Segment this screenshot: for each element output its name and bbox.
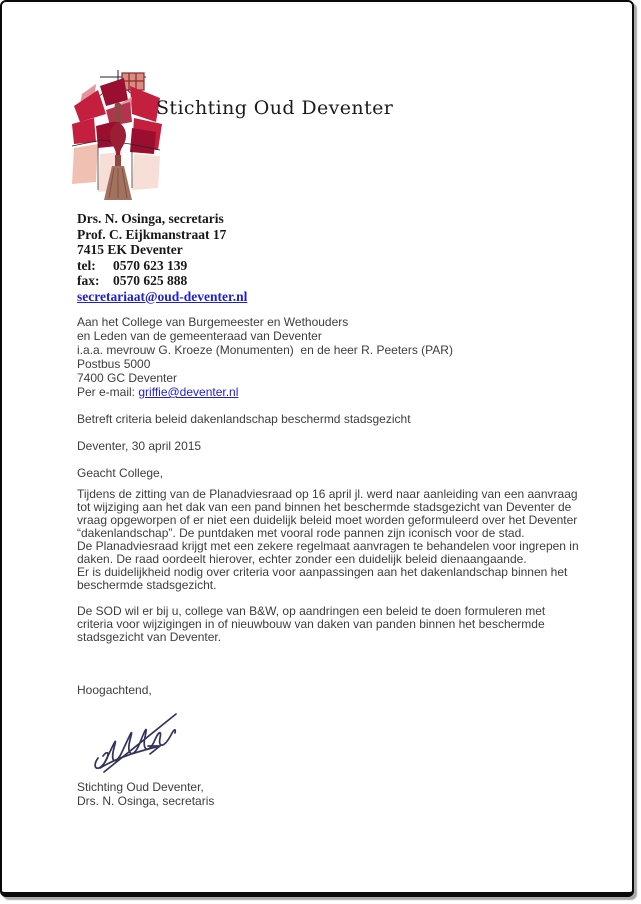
handwritten-signature [88,704,200,778]
body-paragraph: De Planadviesraad krijgt met een zekere regelmaat aanvragen te behandelen voor ingrepen in daken. De raad oordeelt hierover, echter zonder een duidelijk beleid dienaangaande. [77,539,579,566]
subject-line: Betreft criteria beleid dakenlandschap beschermd stadsgezicht [77,412,411,426]
signature-org: Stichting Oud Deventer, [77,780,204,794]
body-paragraph: Tijdens de zitting van de Planadviesraad op 16 april jl. werd naar aanleiding van een aanvraag tot wijziging aan het dak van een pand binnen het beschermde stadsgezicht van Deventer de vraag opgeworpen of er niet een duidelijk beleid moet worden geformuleerd over het Deventer “dakenlandschap”. De puntdaken met vooral rode pannen zijn iconisch voor de stad. [77,487,578,540]
sender-city: 7415 EK Deventer [77,242,183,257]
recipient-block [77,315,453,399]
recipient-line: Aan het College van Burgemeester en Wethouders [77,315,349,329]
tel-label: tel: [77,257,96,273]
sender-email-link[interactable]: secretariaat@oud-deventer.nl [77,288,248,304]
signature-block [77,781,214,809]
recipient-line: en Leden van de gemeenteraad van Deventer [77,329,322,343]
recipient-line: 7400 GC Deventer [77,371,178,385]
recipient-email-row [77,385,453,399]
org-title: Stichting Oud Deventer [156,97,394,119]
fax-value: 0570 625 888 [113,273,188,288]
sender-email-row [77,289,247,305]
logo-graphic [72,70,170,204]
salutation: Geacht College, [77,466,164,480]
recipient-email-label: Per e-mail: [77,385,139,399]
signature-scribble-icon [88,704,200,778]
body-paragraph: Er is duidelijkheid nodig over criteria voor aanpassingen aan het dakenlandschap binnen het beschermde stadsgezicht. [77,565,568,592]
sender-block [77,211,247,304]
fax-label: fax: [77,273,100,288]
body-paragraph: De SOD wil er bij u, college van B&W, op aandringen een beleid te doen formuleren met criteria voor wijzigingen in of nieuwbouw van daken van panden binnen het beschermde stadsgezicht van Deventer. [77,604,546,644]
sender-tel-row [77,258,247,274]
sender-name: Drs. N. Osinga, secretaris [77,211,224,226]
tel-value: 0570 623 139 [113,257,188,273]
sender-fax-row [77,273,247,289]
recipient-line: i.a.a. mevrouw G. Kroeze (Monumenten) en de heer R. Peeters (PAR) [77,343,453,357]
sender-street: Prof. C. Eijkmanstraat 17 [77,226,227,242]
signature-name: Drs. N. Osinga, secretaris [77,793,215,808]
stichting-oud-deventer-logo [72,70,170,204]
recipient-line: Postbus 5000 [77,357,151,371]
date-line: Deventer, 30 april 2015 [77,439,202,453]
closing-line: Hoogachtend, [77,683,152,697]
letter-body [77,488,584,644]
recipient-email-link[interactable]: griffie@deventer.nl [138,385,239,399]
